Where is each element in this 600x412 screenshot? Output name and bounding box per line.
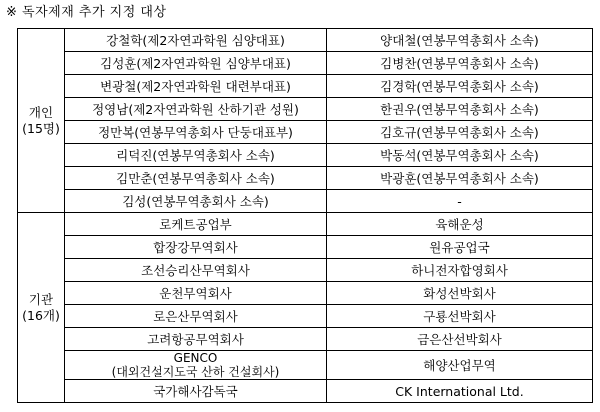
group-label: 기관 <box>28 291 54 307</box>
organization-cell: 구룡선박회사 <box>327 305 593 328</box>
table-row <box>18 167 593 190</box>
table-row <box>18 144 593 167</box>
organization-cell-genco <box>65 351 327 380</box>
organization-name: GENCO <box>173 351 218 365</box>
table-row <box>18 29 593 52</box>
individual-cell: 박광훈(연봉무역총회사 소속) <box>327 167 593 190</box>
table-row <box>18 98 593 121</box>
organization-cell: 원유공업국 <box>327 236 593 259</box>
group-count: (15명) <box>22 120 60 136</box>
individual-cell: 리덕진(연봉무역총회사 소속) <box>65 144 327 167</box>
individual-cell: 김호규(연봉무역총회사 소속) <box>327 121 593 144</box>
table-row <box>18 121 593 144</box>
organization-cell: 금은산선박회사 <box>327 328 593 351</box>
individual-cell: 정만복(연봉무역총회사 단둥대표부) <box>65 121 327 144</box>
table-row <box>18 351 593 380</box>
table-row <box>18 259 593 282</box>
sanctions-table <box>17 28 593 403</box>
group-label: 개인 <box>28 104 54 120</box>
table-row <box>18 305 593 328</box>
organization-cell: CK International Ltd. <box>327 380 593 403</box>
organization-cell: 하니전자합영회사 <box>327 259 593 282</box>
organization-cell: 운천무역회사 <box>65 282 327 305</box>
individual-cell: 김만춘(연봉무역총회사 소속) <box>65 167 327 190</box>
organization-cell: 국가해사감독국 <box>65 380 327 403</box>
organization-cell: 고려항공무역회사 <box>65 328 327 351</box>
organization-cell: 로케트공업부 <box>65 213 327 236</box>
organization-cell: 해양산업무역 <box>327 351 593 380</box>
table-row <box>18 75 593 98</box>
individual-cell: 변광철(제2자연과학원 대련부대표) <box>65 75 327 98</box>
individual-cell: 정영남(제2자연과학원 산하기관 성원) <box>65 98 327 121</box>
page-heading: ※ 독자제재 추가 지정 대상 <box>6 5 167 20</box>
individual-cell: 강철학(제2자연과학원 심양대표) <box>65 29 327 52</box>
organization-cell: 조선승리산무역회사 <box>65 259 327 282</box>
organization-note: (대외건설지도국 산하 건설회사) <box>111 365 280 379</box>
organization-cell: 육해운성 <box>327 213 593 236</box>
group-count: (16개) <box>22 307 60 323</box>
table-row <box>18 328 593 351</box>
individual-cell: 양대철(연봉무역총회사 소속) <box>327 29 593 52</box>
organization-cell: 화성선박회사 <box>327 282 593 305</box>
organization-cell: 합장강무역회사 <box>65 236 327 259</box>
group-organizations <box>18 213 65 403</box>
individual-cell: 한권우(연봉무역총회사 소속) <box>327 98 593 121</box>
individual-cell: 김경학(연봉무역총회사 소속) <box>327 75 593 98</box>
organization-cell: 로은산무역회사 <box>65 305 327 328</box>
individual-cell: 김병찬(연봉무역총회사 소속) <box>327 52 593 75</box>
table-row <box>18 52 593 75</box>
table-row <box>18 282 593 305</box>
table-row <box>18 190 593 213</box>
individual-cell: 김성훈(제2자연과학원 심양부대표) <box>65 52 327 75</box>
individual-cell: - <box>327 190 593 213</box>
table-row <box>18 213 593 236</box>
table-row <box>18 236 593 259</box>
individual-cell: 김성(연봉무역총회사 소속) <box>65 190 327 213</box>
group-individuals <box>18 29 65 213</box>
individual-cell: 박동석(연봉무역총회사 소속) <box>327 144 593 167</box>
table-row <box>18 380 593 403</box>
